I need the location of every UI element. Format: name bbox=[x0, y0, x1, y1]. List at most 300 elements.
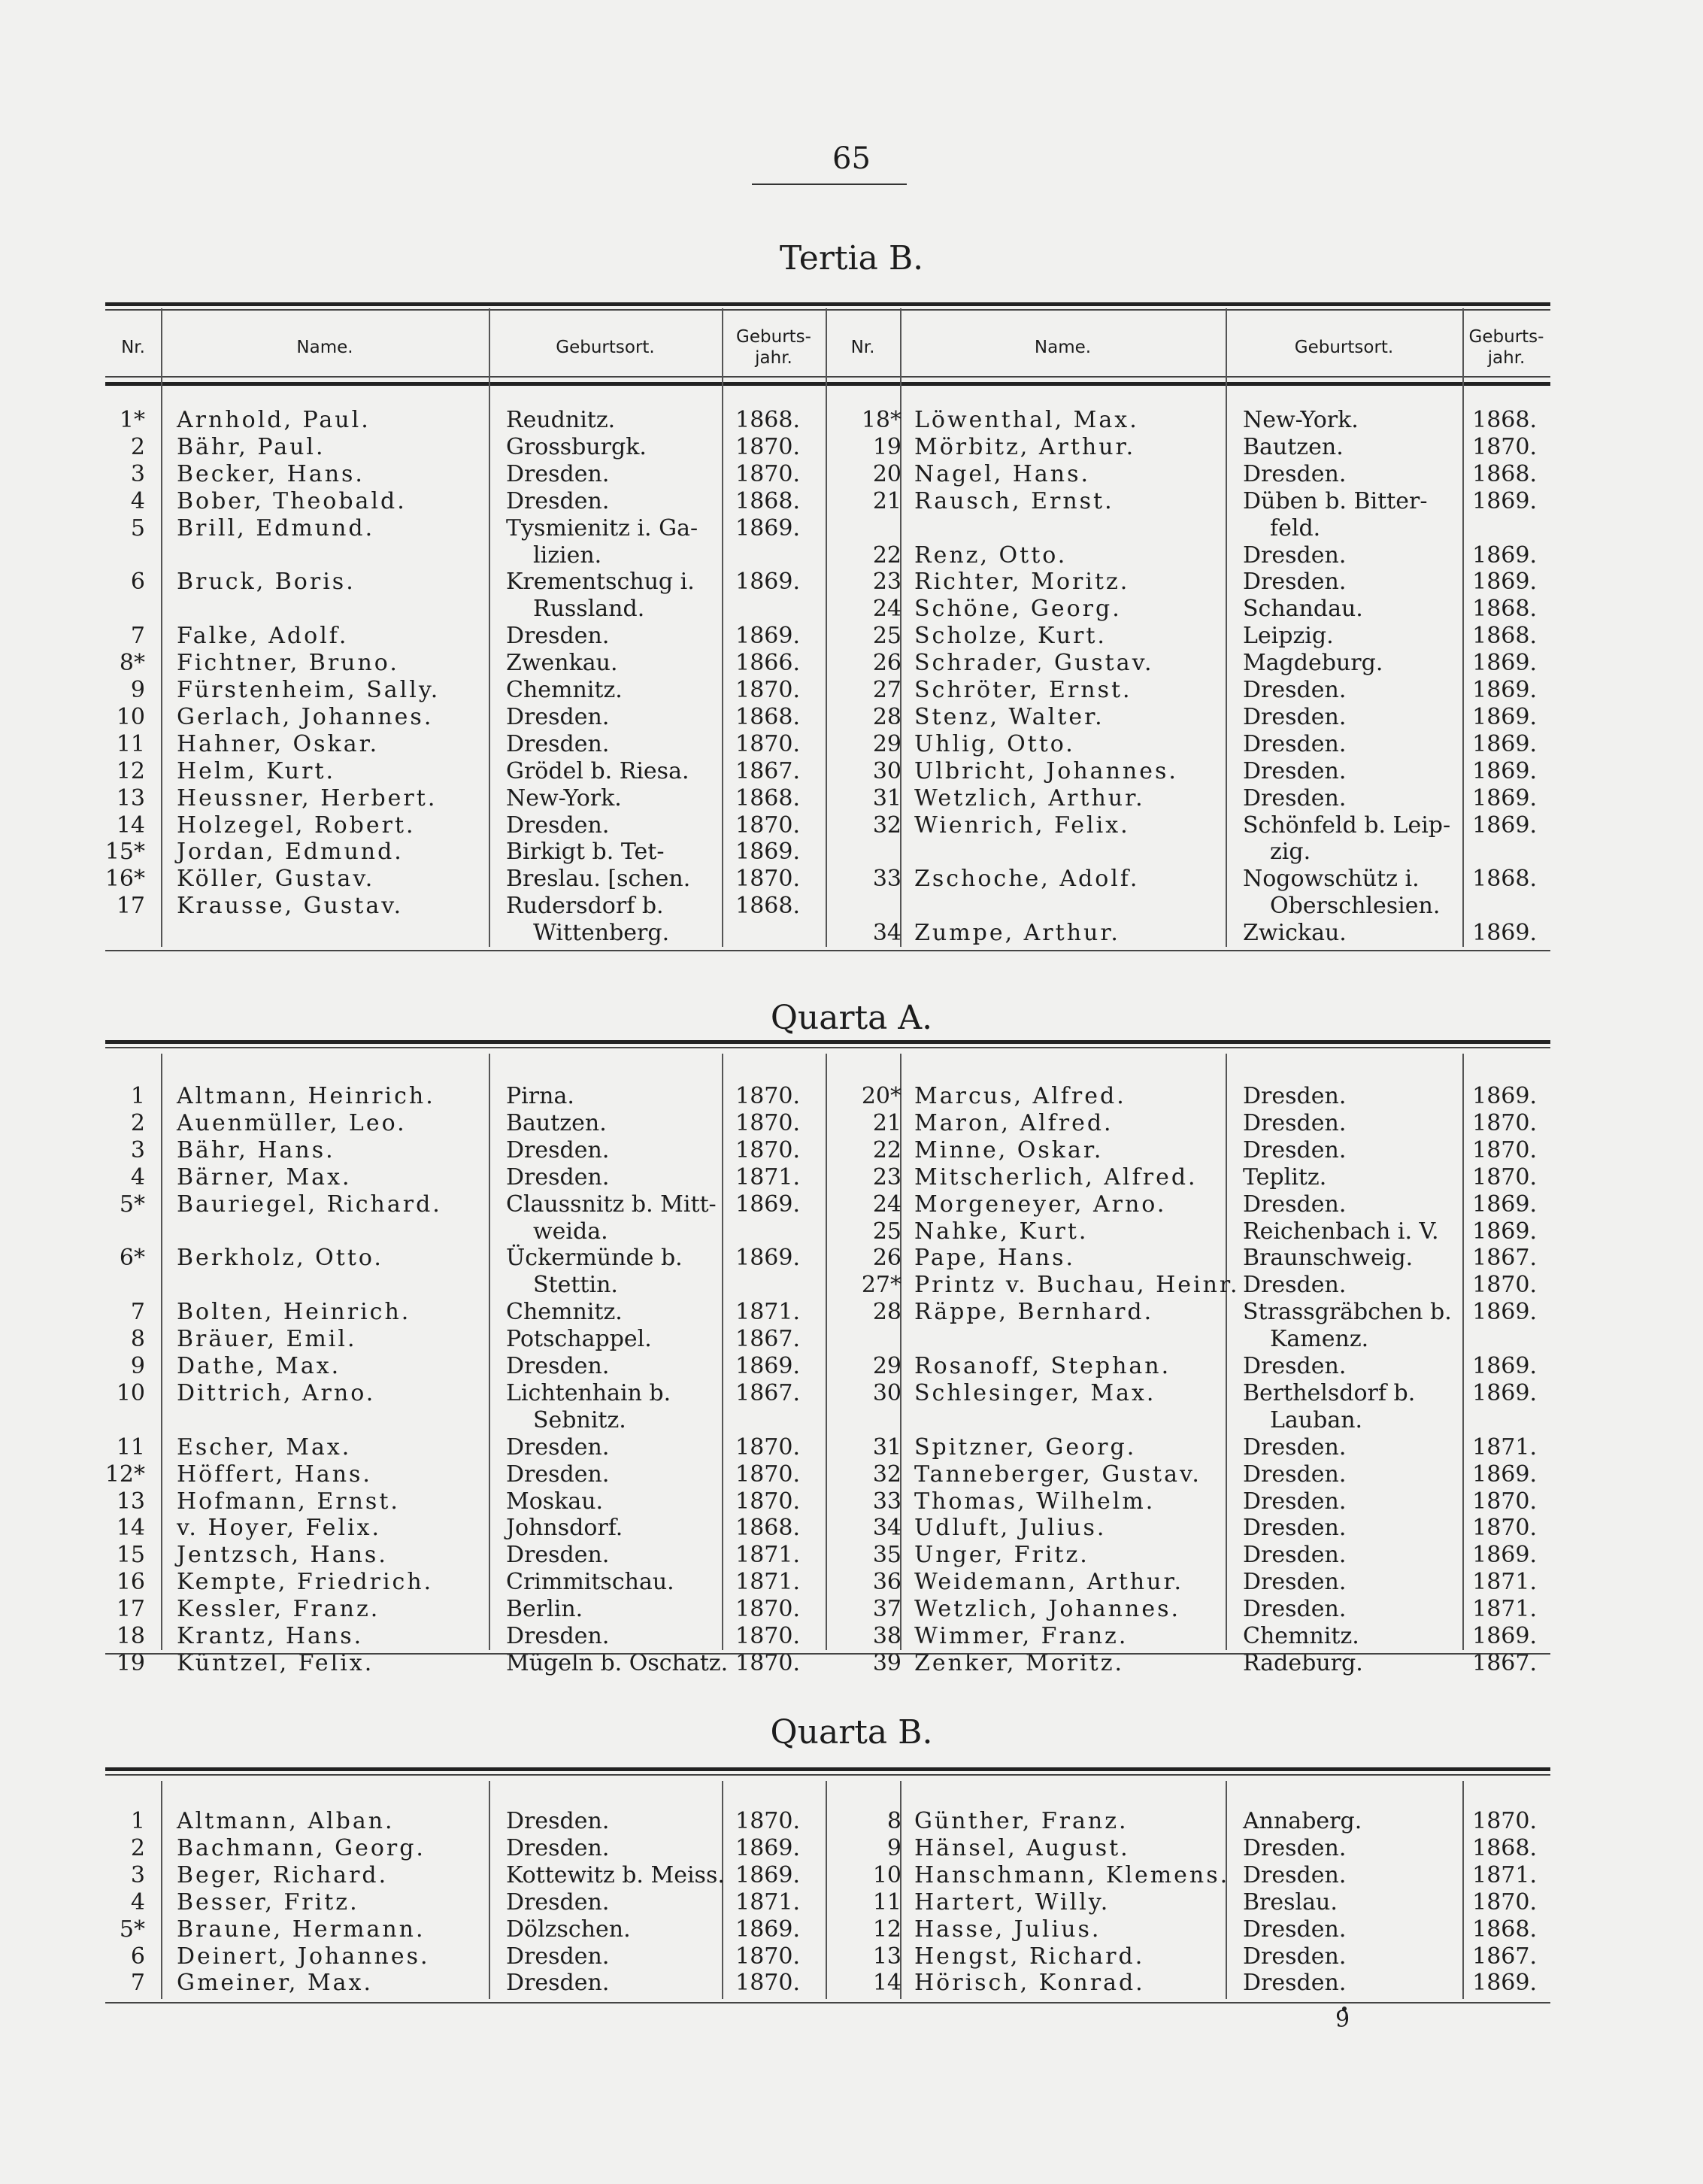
row-nr: 11 bbox=[116, 1433, 145, 1461]
row-nr: 3 bbox=[130, 1136, 145, 1163]
column-divider bbox=[161, 308, 162, 947]
row-nr: 22 bbox=[872, 541, 901, 569]
row-year: 1869. bbox=[735, 623, 800, 650]
row-year: 1869. bbox=[1472, 677, 1537, 703]
row-birthplace: Zwenkau. bbox=[506, 650, 618, 677]
row-birthplace: Strassgräbchen b. bbox=[1243, 1299, 1452, 1326]
row-name: Holzegel, Robert. bbox=[177, 811, 416, 839]
row-nr: 1 bbox=[130, 1083, 145, 1109]
row-birthplace: Dresden. bbox=[1243, 1433, 1347, 1461]
row-birthplace: Magdeburg. bbox=[1243, 650, 1383, 677]
row-year: 1868. bbox=[1472, 596, 1537, 623]
section-end-rule bbox=[105, 1653, 1550, 1655]
row-year: 1870. bbox=[1472, 1888, 1537, 1916]
header-nr: Nr. bbox=[121, 338, 145, 357]
row-name: Brill, Edmund. bbox=[177, 514, 375, 541]
row-year: 1868. bbox=[1472, 460, 1537, 487]
row-birthplace: Chemnitz. bbox=[1243, 1623, 1359, 1649]
row-nr: 19 bbox=[116, 1649, 145, 1676]
row-name: Räppe, Bernhard. bbox=[914, 1299, 1154, 1326]
row-year: 1869. bbox=[1472, 1970, 1537, 1997]
row-year: 1870. bbox=[1472, 1515, 1537, 1542]
row-birthplace: Grossburgk. bbox=[506, 433, 647, 460]
row-year: 1871. bbox=[1472, 1861, 1537, 1888]
row-nr: 12 bbox=[872, 1916, 901, 1943]
row-nr: 30 bbox=[872, 1379, 901, 1406]
row-name: Köller, Gustav. bbox=[177, 866, 375, 893]
row-nr: 18* bbox=[861, 407, 901, 433]
row-year: 1870. bbox=[735, 1623, 800, 1649]
section-top-rule bbox=[105, 302, 1550, 306]
row-nr: 38 bbox=[872, 1623, 901, 1649]
section-top-rule bbox=[105, 1767, 1550, 1771]
signature-mark: 9 bbox=[1335, 2007, 1350, 2033]
row-name: Udluft, Julius. bbox=[914, 1515, 1107, 1542]
row-birthplace: Dresden. bbox=[1243, 1083, 1347, 1109]
row-year: 1869. bbox=[1472, 1623, 1537, 1649]
row-year: 1870. bbox=[735, 811, 800, 839]
row-nr: 5 bbox=[130, 514, 145, 541]
row-name: Schlesinger, Max. bbox=[914, 1379, 1156, 1406]
row-year: 1869. bbox=[735, 1353, 800, 1379]
row-name: Berkholz, Otto. bbox=[177, 1245, 383, 1272]
row-name: Spitzner, Georg. bbox=[914, 1433, 1137, 1461]
row-name: Altmann, Heinrich. bbox=[177, 1083, 435, 1109]
row-nr: 17 bbox=[116, 893, 145, 920]
row-birthplace: Dresden. bbox=[1243, 757, 1347, 784]
row-nr: 36 bbox=[872, 1569, 901, 1596]
row-nr: 10 bbox=[116, 703, 145, 730]
row-name: Heussner, Herbert. bbox=[177, 784, 438, 811]
row-year: 1867. bbox=[735, 1379, 800, 1406]
row-name: Schöne, Georg. bbox=[914, 596, 1122, 623]
row-year: 1868. bbox=[1472, 623, 1537, 650]
row-birthplace: Dresden. bbox=[1243, 460, 1347, 487]
row-year: 1869. bbox=[1472, 1461, 1537, 1488]
row-birthplace: Wittenberg. bbox=[533, 920, 670, 947]
row-birthplace: Dresden. bbox=[1243, 1109, 1347, 1136]
row-birthplace: Annaberg. bbox=[1243, 1808, 1362, 1834]
row-name: Höffert, Hans. bbox=[177, 1461, 372, 1488]
row-year: 1868. bbox=[1472, 407, 1537, 433]
row-nr: 4 bbox=[130, 1163, 145, 1191]
row-birthplace: Dresden. bbox=[506, 623, 610, 650]
header-name: Name. bbox=[296, 338, 353, 357]
row-year: 1869. bbox=[1472, 650, 1537, 677]
row-name: Hofmann, Ernst. bbox=[177, 1488, 400, 1515]
row-name: Bähr, Paul. bbox=[177, 433, 326, 460]
row-name: Altmann, Alban. bbox=[177, 1808, 395, 1834]
row-name: Schrader, Gustav. bbox=[914, 650, 1154, 677]
row-name: Unger, Fritz. bbox=[914, 1542, 1089, 1569]
row-nr: 9 bbox=[130, 677, 145, 703]
row-nr: 35 bbox=[872, 1542, 901, 1569]
section-top-rule-thin bbox=[105, 1774, 1550, 1776]
row-year: 1869. bbox=[735, 1861, 800, 1888]
row-birthplace: Dresden. bbox=[1243, 1542, 1347, 1569]
row-birthplace: Mügeln b. Oschatz. bbox=[506, 1649, 729, 1676]
row-birthplace: Dresden. bbox=[1243, 730, 1347, 757]
row-year: 1871. bbox=[1472, 1569, 1537, 1596]
row-nr: 13 bbox=[116, 1488, 145, 1515]
row-year: 1868. bbox=[1472, 1834, 1537, 1861]
row-year: 1869. bbox=[735, 839, 800, 866]
row-year: 1869. bbox=[1472, 1218, 1537, 1245]
row-nr: 10 bbox=[872, 1861, 901, 1888]
row-name: Zumpe, Arthur. bbox=[914, 920, 1120, 947]
row-nr: 6* bbox=[119, 1245, 145, 1272]
row-nr: 6 bbox=[130, 569, 145, 596]
row-name: Uhlig, Otto. bbox=[914, 730, 1075, 757]
row-birthplace: Dresden. bbox=[1243, 1943, 1347, 1970]
column-divider bbox=[161, 1781, 162, 1999]
row-name: Besser, Fritz. bbox=[177, 1888, 359, 1916]
row-birthplace: Dresden. bbox=[506, 1834, 610, 1861]
row-name: Fürstenheim, Sally. bbox=[177, 677, 441, 703]
row-nr: 32 bbox=[872, 1461, 901, 1488]
row-nr: 6 bbox=[130, 1943, 145, 1970]
row-nr: 1 bbox=[130, 1808, 145, 1834]
row-year: 1869. bbox=[1472, 703, 1537, 730]
row-name: Richter, Moritz. bbox=[914, 569, 1130, 596]
row-nr: 12* bbox=[105, 1461, 145, 1488]
row-birthplace: Kamenz. bbox=[1270, 1326, 1369, 1353]
row-year: 1868. bbox=[1472, 866, 1537, 893]
row-name: Bärner, Max. bbox=[177, 1163, 352, 1191]
row-year: 1870. bbox=[735, 1461, 800, 1488]
row-name: Bober, Theobald. bbox=[177, 487, 407, 514]
row-birthplace: Breslau. [schen. bbox=[506, 866, 691, 893]
row-nr: 23 bbox=[872, 569, 901, 596]
row-nr: 19 bbox=[872, 433, 901, 460]
row-nr: 23 bbox=[872, 1163, 901, 1191]
row-year: 1869. bbox=[735, 1245, 800, 1272]
row-year: 1871. bbox=[1472, 1433, 1537, 1461]
row-birthplace: Teplitz. bbox=[1243, 1163, 1327, 1191]
row-birthplace: Rudersdorf b. bbox=[506, 893, 664, 920]
row-name: Morgeneyer, Arno. bbox=[914, 1191, 1167, 1218]
row-birthplace: Leipzig. bbox=[1243, 623, 1334, 650]
column-divider bbox=[1226, 1781, 1227, 1999]
row-year: 1869. bbox=[1472, 920, 1537, 947]
row-birthplace: Dresden. bbox=[506, 1808, 610, 1834]
row-year: 1870. bbox=[735, 677, 800, 703]
row-year: 1869. bbox=[1472, 1083, 1537, 1109]
row-nr: 15* bbox=[105, 839, 145, 866]
row-nr: 26 bbox=[872, 650, 901, 677]
row-name: Hörisch, Konrad. bbox=[914, 1970, 1145, 1997]
section-top-rule-thin bbox=[105, 309, 1550, 311]
row-birthplace: Reudnitz. bbox=[506, 407, 616, 433]
header-jahr: jahr. bbox=[1487, 348, 1526, 368]
row-year: 1870. bbox=[1472, 1136, 1537, 1163]
row-nr: 21 bbox=[872, 487, 901, 514]
row-name: Bolten, Heinrich. bbox=[177, 1299, 411, 1326]
row-year: 1869. bbox=[1472, 1379, 1537, 1406]
row-year: 1869. bbox=[1472, 1191, 1537, 1218]
row-birthplace: Claussnitz b. Mitt- bbox=[506, 1191, 717, 1218]
row-nr: 18 bbox=[116, 1623, 145, 1649]
row-nr: 34 bbox=[872, 920, 901, 947]
row-nr: 16* bbox=[105, 866, 145, 893]
row-name: Wienrich, Felix. bbox=[914, 811, 1130, 839]
row-birthplace: Dresden. bbox=[506, 1623, 610, 1649]
row-year: 1869. bbox=[1472, 487, 1537, 514]
row-birthplace: Russland. bbox=[533, 596, 645, 623]
row-nr: 9 bbox=[130, 1353, 145, 1379]
row-year: 1870. bbox=[1472, 1109, 1537, 1136]
row-birthplace: Dresden. bbox=[506, 1943, 610, 1970]
row-name: Schröter, Ernst. bbox=[914, 677, 1132, 703]
row-name: Printz v. Buchau, Heinr. bbox=[914, 1272, 1240, 1299]
row-name: Zschoche, Adolf. bbox=[914, 866, 1140, 893]
row-name: Pape, Hans. bbox=[914, 1245, 1076, 1272]
section-top-rule bbox=[105, 1040, 1550, 1044]
row-year: 1868. bbox=[735, 893, 800, 920]
row-year: 1868. bbox=[1472, 1916, 1537, 1943]
row-nr: 15 bbox=[116, 1542, 145, 1569]
row-nr: 1* bbox=[119, 407, 145, 433]
row-name: Dittrich, Arno. bbox=[177, 1379, 376, 1406]
row-name: Zenker, Moritz. bbox=[914, 1649, 1125, 1676]
row-nr: 24 bbox=[872, 596, 901, 623]
row-name: Dathe, Max. bbox=[177, 1353, 341, 1379]
row-nr: 39 bbox=[872, 1649, 901, 1676]
row-birthplace: Düben b. Bitter- bbox=[1243, 487, 1428, 514]
row-name: Beger, Richard. bbox=[177, 1861, 389, 1888]
row-year: 1869. bbox=[1472, 730, 1537, 757]
row-birthplace: Chemnitz. bbox=[506, 677, 623, 703]
row-nr: 34 bbox=[872, 1515, 901, 1542]
row-year: 1869. bbox=[1472, 757, 1537, 784]
row-nr: 21 bbox=[872, 1109, 901, 1136]
row-year: 1868. bbox=[735, 407, 800, 433]
row-birthplace: Moskau. bbox=[506, 1488, 604, 1515]
row-birthplace: Dresden. bbox=[1243, 1461, 1347, 1488]
row-year: 1869. bbox=[1472, 1542, 1537, 1569]
row-birthplace: Stettin. bbox=[533, 1272, 618, 1299]
row-name: Nagel, Hans. bbox=[914, 460, 1091, 487]
header-ort: Geburtsort. bbox=[1294, 338, 1394, 357]
row-name: Bauriegel, Richard. bbox=[177, 1191, 442, 1218]
row-name: Rosanoff, Stephan. bbox=[914, 1353, 1171, 1379]
row-birthplace: New-York. bbox=[1243, 407, 1359, 433]
row-name: Stenz, Walter. bbox=[914, 703, 1105, 730]
row-year: 1869. bbox=[735, 1916, 800, 1943]
row-nr: 8* bbox=[119, 650, 145, 677]
row-year: 1870. bbox=[735, 866, 800, 893]
row-nr: 14 bbox=[872, 1970, 901, 1997]
row-birthplace: Dresden. bbox=[506, 730, 610, 757]
row-year: 1869. bbox=[1472, 1299, 1537, 1326]
row-year: 1868. bbox=[735, 1515, 800, 1542]
row-birthplace: Dresden. bbox=[1243, 1861, 1347, 1888]
row-nr: 14 bbox=[116, 1515, 145, 1542]
row-year: 1869. bbox=[735, 1834, 800, 1861]
row-name: Jordan, Edmund. bbox=[177, 839, 404, 866]
row-birthplace: Dresden. bbox=[506, 460, 610, 487]
row-birthplace: Birkigt b. Tet- bbox=[506, 839, 665, 866]
row-name: Nahke, Kurt. bbox=[914, 1218, 1089, 1245]
row-year: 1871. bbox=[735, 1163, 800, 1191]
row-name: Küntzel, Felix. bbox=[177, 1649, 374, 1676]
row-year: 1869. bbox=[735, 569, 800, 596]
row-name: Bruck, Boris. bbox=[177, 569, 356, 596]
row-birthplace: Dresden. bbox=[1243, 1353, 1347, 1379]
row-birthplace: Pirna. bbox=[506, 1083, 574, 1109]
row-year: 1867. bbox=[1472, 1245, 1537, 1272]
row-year: 1870. bbox=[735, 1136, 800, 1163]
row-birthplace: Oberschlesien. bbox=[1270, 893, 1441, 920]
row-year: 1870. bbox=[735, 1433, 800, 1461]
row-year: 1871. bbox=[735, 1888, 800, 1916]
row-name: Hanschmann, Klemens. bbox=[914, 1861, 1230, 1888]
row-nr: 2 bbox=[130, 433, 145, 460]
row-birthplace: Berlin. bbox=[506, 1596, 583, 1623]
row-nr: 27* bbox=[861, 1272, 901, 1299]
row-birthplace: Sebnitz. bbox=[533, 1406, 626, 1433]
row-nr: 8 bbox=[130, 1326, 145, 1353]
row-year: 1868. bbox=[735, 784, 800, 811]
row-nr: 3 bbox=[130, 460, 145, 487]
row-birthplace: Dresden. bbox=[506, 1888, 610, 1916]
row-year: 1868. bbox=[735, 487, 800, 514]
row-name: Tanneberger, Gustav. bbox=[914, 1461, 1201, 1488]
row-birthplace: Dresden. bbox=[1243, 1272, 1347, 1299]
row-birthplace: Bautzen. bbox=[1243, 433, 1344, 460]
row-birthplace: zig. bbox=[1270, 839, 1311, 866]
column-divider bbox=[489, 308, 490, 947]
row-nr: 33 bbox=[872, 866, 901, 893]
row-birthplace: Dresden. bbox=[1243, 1569, 1347, 1596]
header-jahr: Geburts- bbox=[736, 327, 811, 347]
column-divider bbox=[1226, 1054, 1227, 1650]
row-year: 1868. bbox=[735, 703, 800, 730]
row-birthplace: Reichenbach i. V. bbox=[1243, 1218, 1439, 1245]
row-year: 1871. bbox=[735, 1542, 800, 1569]
row-nr: 12 bbox=[116, 757, 145, 784]
header-name: Name. bbox=[1034, 338, 1092, 357]
row-nr: 13 bbox=[116, 784, 145, 811]
row-birthplace: Dresden. bbox=[506, 1542, 610, 1569]
row-name: Fichtner, Bruno. bbox=[177, 650, 399, 677]
row-birthplace: weida. bbox=[533, 1218, 608, 1245]
row-name: Wimmer, Franz. bbox=[914, 1623, 1129, 1649]
row-year: 1870. bbox=[735, 1649, 800, 1676]
row-name: Scholze, Kurt. bbox=[914, 623, 1107, 650]
row-birthplace: Dresden. bbox=[1243, 1834, 1347, 1861]
row-nr: 25 bbox=[872, 1218, 901, 1245]
row-birthplace: Dresden. bbox=[506, 703, 610, 730]
row-year: 1867. bbox=[1472, 1649, 1537, 1676]
row-name: Wetzlich, Arthur. bbox=[914, 784, 1145, 811]
row-birthplace: Dresden. bbox=[1243, 541, 1347, 569]
row-year: 1870. bbox=[735, 433, 800, 460]
row-birthplace: Nogowschütz i. bbox=[1243, 866, 1420, 893]
row-nr: 29 bbox=[872, 1353, 901, 1379]
row-year: 1871. bbox=[735, 1299, 800, 1326]
row-birthplace: Breslau. bbox=[1243, 1888, 1338, 1916]
row-nr: 25 bbox=[872, 623, 901, 650]
row-name: Thomas, Wilhelm. bbox=[914, 1488, 1156, 1515]
section-title: Quarta B. bbox=[770, 1713, 933, 1752]
row-name: Becker, Hans. bbox=[177, 460, 365, 487]
row-nr: 16 bbox=[116, 1569, 145, 1596]
row-name: Ulbricht, Johannes. bbox=[914, 757, 1178, 784]
row-year: 1869. bbox=[1472, 1353, 1537, 1379]
header-ort: Geburtsort. bbox=[556, 338, 655, 357]
row-name: Krantz, Hans. bbox=[177, 1623, 364, 1649]
row-year: 1869. bbox=[1472, 784, 1537, 811]
header-jahr: Geburts- bbox=[1468, 327, 1544, 347]
row-year: 1870. bbox=[735, 1083, 800, 1109]
row-year: 1870. bbox=[1472, 1488, 1537, 1515]
row-birthplace: Zwickau. bbox=[1243, 920, 1347, 947]
row-nr: 27 bbox=[872, 677, 901, 703]
row-birthplace: New-York. bbox=[506, 784, 622, 811]
row-year: 1870. bbox=[735, 1488, 800, 1515]
row-birthplace: lizien. bbox=[533, 541, 602, 569]
row-birthplace: feld. bbox=[1270, 514, 1321, 541]
row-year: 1869. bbox=[1472, 811, 1537, 839]
section-end-rule bbox=[105, 2002, 1550, 2004]
row-birthplace: Dresden. bbox=[1243, 569, 1347, 596]
row-birthplace: Dresden. bbox=[506, 811, 610, 839]
row-year: 1870. bbox=[735, 1970, 800, 1997]
header-jahr: jahr. bbox=[755, 348, 792, 368]
column-divider bbox=[489, 1054, 490, 1650]
row-year: 1870. bbox=[735, 1808, 800, 1834]
row-year: 1870. bbox=[1472, 1163, 1537, 1191]
row-birthplace: Dresden. bbox=[1243, 703, 1347, 730]
row-birthplace: Lichtenhain b. bbox=[506, 1379, 671, 1406]
row-year: 1867. bbox=[735, 757, 800, 784]
row-name: Hänsel, August. bbox=[914, 1834, 1130, 1861]
row-birthplace: Johnsdorf. bbox=[506, 1515, 623, 1542]
row-name: Hasse, Julius. bbox=[914, 1916, 1101, 1943]
row-name: Günther, Franz. bbox=[914, 1808, 1129, 1834]
row-birthplace: Dresden. bbox=[506, 1163, 610, 1191]
row-name: Hengst, Richard. bbox=[914, 1943, 1145, 1970]
row-birthplace: Dresden. bbox=[506, 1970, 610, 1997]
header-nr: Nr. bbox=[850, 338, 875, 357]
row-birthplace: Ückermünde b. bbox=[506, 1245, 683, 1272]
row-birthplace: Dresden. bbox=[1243, 1916, 1347, 1943]
column-divider bbox=[161, 1054, 162, 1650]
row-nr: 33 bbox=[872, 1488, 901, 1515]
row-year: 1869. bbox=[735, 514, 800, 541]
row-birthplace: Dölzschen. bbox=[506, 1916, 631, 1943]
row-year: 1870. bbox=[1472, 1272, 1537, 1299]
row-year: 1870. bbox=[735, 1596, 800, 1623]
row-name: Marcus, Alfred. bbox=[914, 1083, 1126, 1109]
row-name: Auenmüller, Leo. bbox=[177, 1109, 407, 1136]
row-name: Renz, Otto. bbox=[914, 541, 1068, 569]
row-birthplace: Kottewitz b. Meiss. bbox=[506, 1861, 725, 1888]
row-year: 1870. bbox=[735, 730, 800, 757]
row-birthplace: Dresden. bbox=[506, 1433, 610, 1461]
row-name: Kempte, Friedrich. bbox=[177, 1569, 434, 1596]
row-birthplace: Potschappel. bbox=[506, 1326, 652, 1353]
section-top-rule-thin bbox=[105, 1047, 1550, 1048]
row-nr: 4 bbox=[130, 1888, 145, 1916]
row-nr: 3 bbox=[130, 1861, 145, 1888]
row-name: Mörbitz, Arthur. bbox=[914, 433, 1136, 460]
row-name: Mitscherlich, Alfred. bbox=[914, 1163, 1198, 1191]
row-birthplace: Berthelsdorf b. bbox=[1243, 1379, 1416, 1406]
row-name: Löwenthal, Max. bbox=[914, 407, 1139, 433]
page-number: 65 bbox=[832, 141, 871, 176]
